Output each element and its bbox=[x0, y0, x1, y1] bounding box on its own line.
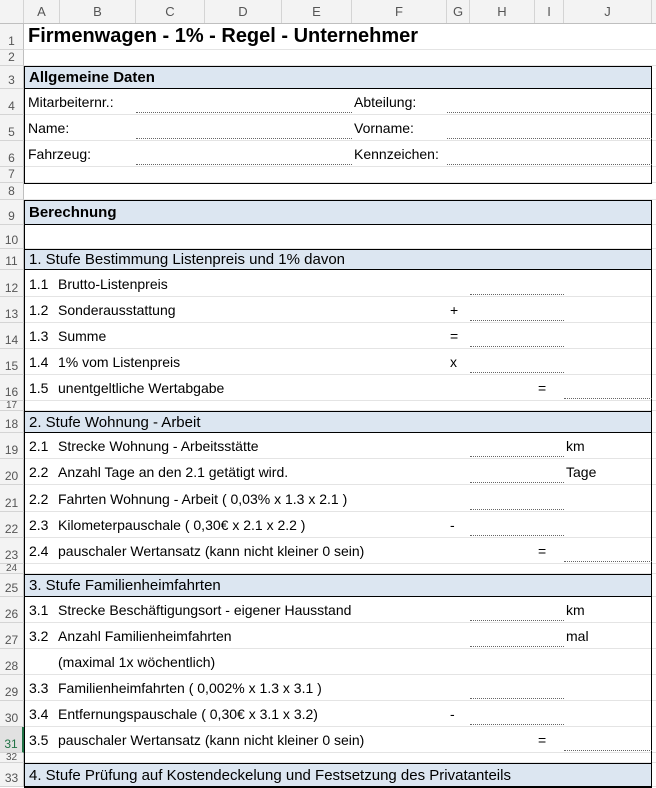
item-label: pauschaler Wertansatz (kann nicht kleiner 0 sein) bbox=[58, 543, 365, 559]
unit-label: km bbox=[566, 602, 585, 618]
section-header-stage3: 3. Stufe Familienheimfahrten bbox=[25, 575, 651, 597]
column-header-J[interactable]: J bbox=[564, 0, 652, 23]
section-header-calculation: Berechnung bbox=[25, 201, 651, 225]
item-label: unentgeltliche Wertabgabe bbox=[58, 380, 225, 396]
input-cell[interactable] bbox=[564, 398, 652, 399]
item-number: 1.1 bbox=[29, 276, 49, 292]
input-cell[interactable] bbox=[564, 561, 652, 562]
item-label: Anzahl Tage an den 2.1 getätigt wird. bbox=[58, 464, 289, 480]
row-header-11[interactable]: 11 bbox=[0, 249, 24, 270]
column-header-B[interactable]: B bbox=[60, 0, 136, 23]
column-header-A[interactable]: A bbox=[24, 0, 60, 23]
column-header-G[interactable]: G bbox=[447, 0, 470, 23]
row-header-31[interactable]: 31 bbox=[0, 727, 24, 753]
input-cell[interactable] bbox=[470, 535, 564, 536]
page-title: Firmenwagen - 1% - Regel - Unternehmer bbox=[28, 25, 419, 47]
item-label: Fahrten Wohnung - Arbeit ( 0,03% x 1.3 x 2.1 ) bbox=[58, 491, 348, 507]
row-header-14[interactable]: 14 bbox=[0, 323, 24, 349]
row-header-12[interactable]: 12 bbox=[0, 270, 24, 297]
item-label: Brutto-Listenpreis bbox=[58, 276, 168, 292]
row-header-3[interactable]: 3 bbox=[0, 66, 24, 89]
item-number: 2.2 bbox=[29, 491, 49, 507]
item-number: 2.1 bbox=[29, 438, 49, 454]
row-header-19[interactable]: 19 bbox=[0, 433, 24, 459]
input-cell[interactable] bbox=[470, 724, 564, 725]
label-first-name: Vorname: bbox=[354, 120, 414, 136]
input-cell[interactable] bbox=[470, 698, 564, 699]
item-number: 2.3 bbox=[29, 517, 49, 533]
input-cell[interactable] bbox=[136, 112, 352, 113]
section-header-general: Allgemeine Daten bbox=[25, 67, 651, 89]
input-cell[interactable] bbox=[470, 456, 564, 457]
row-header-15[interactable]: 15 bbox=[0, 349, 24, 375]
item-number: 3.2 bbox=[29, 628, 49, 644]
input-cell[interactable] bbox=[136, 164, 352, 165]
select-all-corner[interactable] bbox=[0, 0, 24, 23]
row-header-26[interactable]: 26 bbox=[0, 597, 24, 623]
input-cell[interactable] bbox=[447, 164, 652, 165]
label-name: Name: bbox=[28, 120, 70, 136]
operator-sign: = bbox=[450, 328, 459, 344]
column-header-E[interactable]: E bbox=[282, 0, 352, 23]
row-header-10[interactable]: 10 bbox=[0, 225, 24, 249]
item-label: Anzahl Familienheimfahrten bbox=[58, 628, 232, 644]
item-label: Familienheimfahrten ( 0,002% x 1.3 x 3.1 ) bbox=[58, 680, 322, 696]
row-header-5[interactable]: 5 bbox=[0, 115, 24, 141]
item-number: 3.1 bbox=[29, 602, 49, 618]
item-number: 1.5 bbox=[29, 380, 49, 396]
input-cell[interactable] bbox=[470, 294, 564, 295]
label-employee-no: Mitarbeiternr.: bbox=[28, 94, 114, 110]
row-header-16[interactable]: 16 bbox=[0, 375, 24, 401]
input-cell[interactable] bbox=[470, 320, 564, 321]
operator-sign: x bbox=[450, 354, 457, 370]
row-header-1[interactable]: 1 bbox=[0, 24, 24, 50]
item-number: 3.5 bbox=[29, 732, 49, 748]
row-header-13[interactable]: 13 bbox=[0, 297, 24, 323]
row-header-9[interactable]: 9 bbox=[0, 200, 24, 225]
item-label: 1% vom Listenpreis bbox=[58, 354, 181, 370]
input-cell[interactable] bbox=[447, 138, 652, 139]
column-header-H[interactable]: H bbox=[470, 0, 535, 23]
item-label: pauschaler Wertansatz (kann nicht kleiner 0 sein) bbox=[58, 732, 365, 748]
row-header-6[interactable]: 6 bbox=[0, 141, 24, 167]
item-label: Strecke Wohnung - Arbeitsstätte bbox=[58, 438, 259, 454]
input-cell[interactable] bbox=[470, 372, 564, 373]
column-header-F[interactable]: F bbox=[352, 0, 447, 23]
row-header-21[interactable]: 21 bbox=[0, 485, 24, 512]
row-header-27[interactable]: 27 bbox=[0, 623, 24, 649]
item-number: 1.4 bbox=[29, 354, 49, 370]
row-header-8[interactable]: 8 bbox=[0, 183, 24, 200]
row-header-24[interactable]: 24 bbox=[0, 564, 24, 574]
column-header-I[interactable]: I bbox=[535, 0, 564, 23]
row-header-32[interactable]: 32 bbox=[0, 753, 24, 763]
item-label: Sonderausstattung bbox=[58, 302, 176, 318]
item-number: 2.4 bbox=[29, 543, 49, 559]
section-header-stage2: 2. Stufe Wohnung - Arbeit bbox=[25, 412, 651, 433]
column-header-C[interactable]: C bbox=[136, 0, 205, 23]
row-header-22[interactable]: 22 bbox=[0, 512, 24, 538]
row-header-30[interactable]: 30 bbox=[0, 701, 24, 727]
input-cell[interactable] bbox=[447, 112, 652, 113]
item-number: 1.3 bbox=[29, 328, 49, 344]
section-header-stage4: 4. Stufe Prüfung auf Kostendeckelung und Festsetzung des Privatanteils bbox=[25, 764, 651, 787]
input-cell[interactable] bbox=[136, 138, 352, 139]
operator-sign: = bbox=[538, 543, 547, 559]
row-header-29[interactable]: 29 bbox=[0, 675, 24, 701]
input-cell[interactable] bbox=[564, 750, 652, 751]
row-gridline bbox=[24, 50, 656, 66]
operator-sign: + bbox=[450, 302, 459, 318]
operator-sign: - bbox=[450, 706, 455, 722]
label-department: Abteilung: bbox=[354, 94, 417, 110]
unit-label: mal bbox=[566, 628, 589, 644]
row-gridline bbox=[24, 183, 656, 200]
item-number: 2.2 bbox=[29, 464, 49, 480]
operator-sign: - bbox=[450, 517, 455, 533]
unit-label: Tage bbox=[566, 464, 597, 480]
input-cell[interactable] bbox=[470, 482, 564, 483]
row-header-4[interactable]: 4 bbox=[0, 89, 24, 115]
column-header-D[interactable]: D bbox=[205, 0, 282, 23]
item-number: 1.2 bbox=[29, 302, 49, 318]
item-label: Strecke Beschäftigungsort - eigener Hausstand bbox=[58, 602, 352, 618]
row-header-20[interactable]: 20 bbox=[0, 459, 24, 485]
input-cell[interactable] bbox=[470, 620, 564, 621]
item-label: Summe bbox=[58, 328, 107, 344]
row-header-33[interactable]: 33 bbox=[0, 763, 24, 787]
input-cell[interactable] bbox=[470, 509, 564, 510]
operator-sign: = bbox=[538, 380, 547, 396]
row-header-18[interactable]: 18 bbox=[0, 411, 24, 433]
item-label: Kilometerpauschale ( 0,30€ x 2.1 x 2.2 ) bbox=[58, 517, 306, 533]
section-header-stage1: 1. Stufe Bestimmung Listenpreis und 1% davon bbox=[25, 250, 651, 270]
row-header-7[interactable]: 7 bbox=[0, 167, 24, 183]
item-label: (maximal 1x wöchentlich) bbox=[58, 654, 216, 670]
row-header-25[interactable]: 25 bbox=[0, 574, 24, 597]
item-label: Entfernungspauschale ( 0,30€ x 3.1 x 3.2) bbox=[58, 706, 318, 722]
input-cell[interactable] bbox=[470, 346, 564, 347]
label-plate: Kennzeichen: bbox=[354, 146, 439, 162]
item-number: 3.4 bbox=[29, 706, 49, 722]
unit-label: km bbox=[566, 438, 585, 454]
input-cell[interactable] bbox=[470, 646, 564, 647]
row-header-23[interactable]: 23 bbox=[0, 538, 24, 564]
item-number: 3.3 bbox=[29, 680, 49, 696]
label-vehicle: Fahrzeug: bbox=[28, 146, 92, 162]
operator-sign: = bbox=[538, 732, 547, 748]
row-header-17[interactable]: 17 bbox=[0, 401, 24, 411]
row-header-2[interactable]: 2 bbox=[0, 50, 24, 66]
row-header-28[interactable]: 28 bbox=[0, 649, 24, 675]
